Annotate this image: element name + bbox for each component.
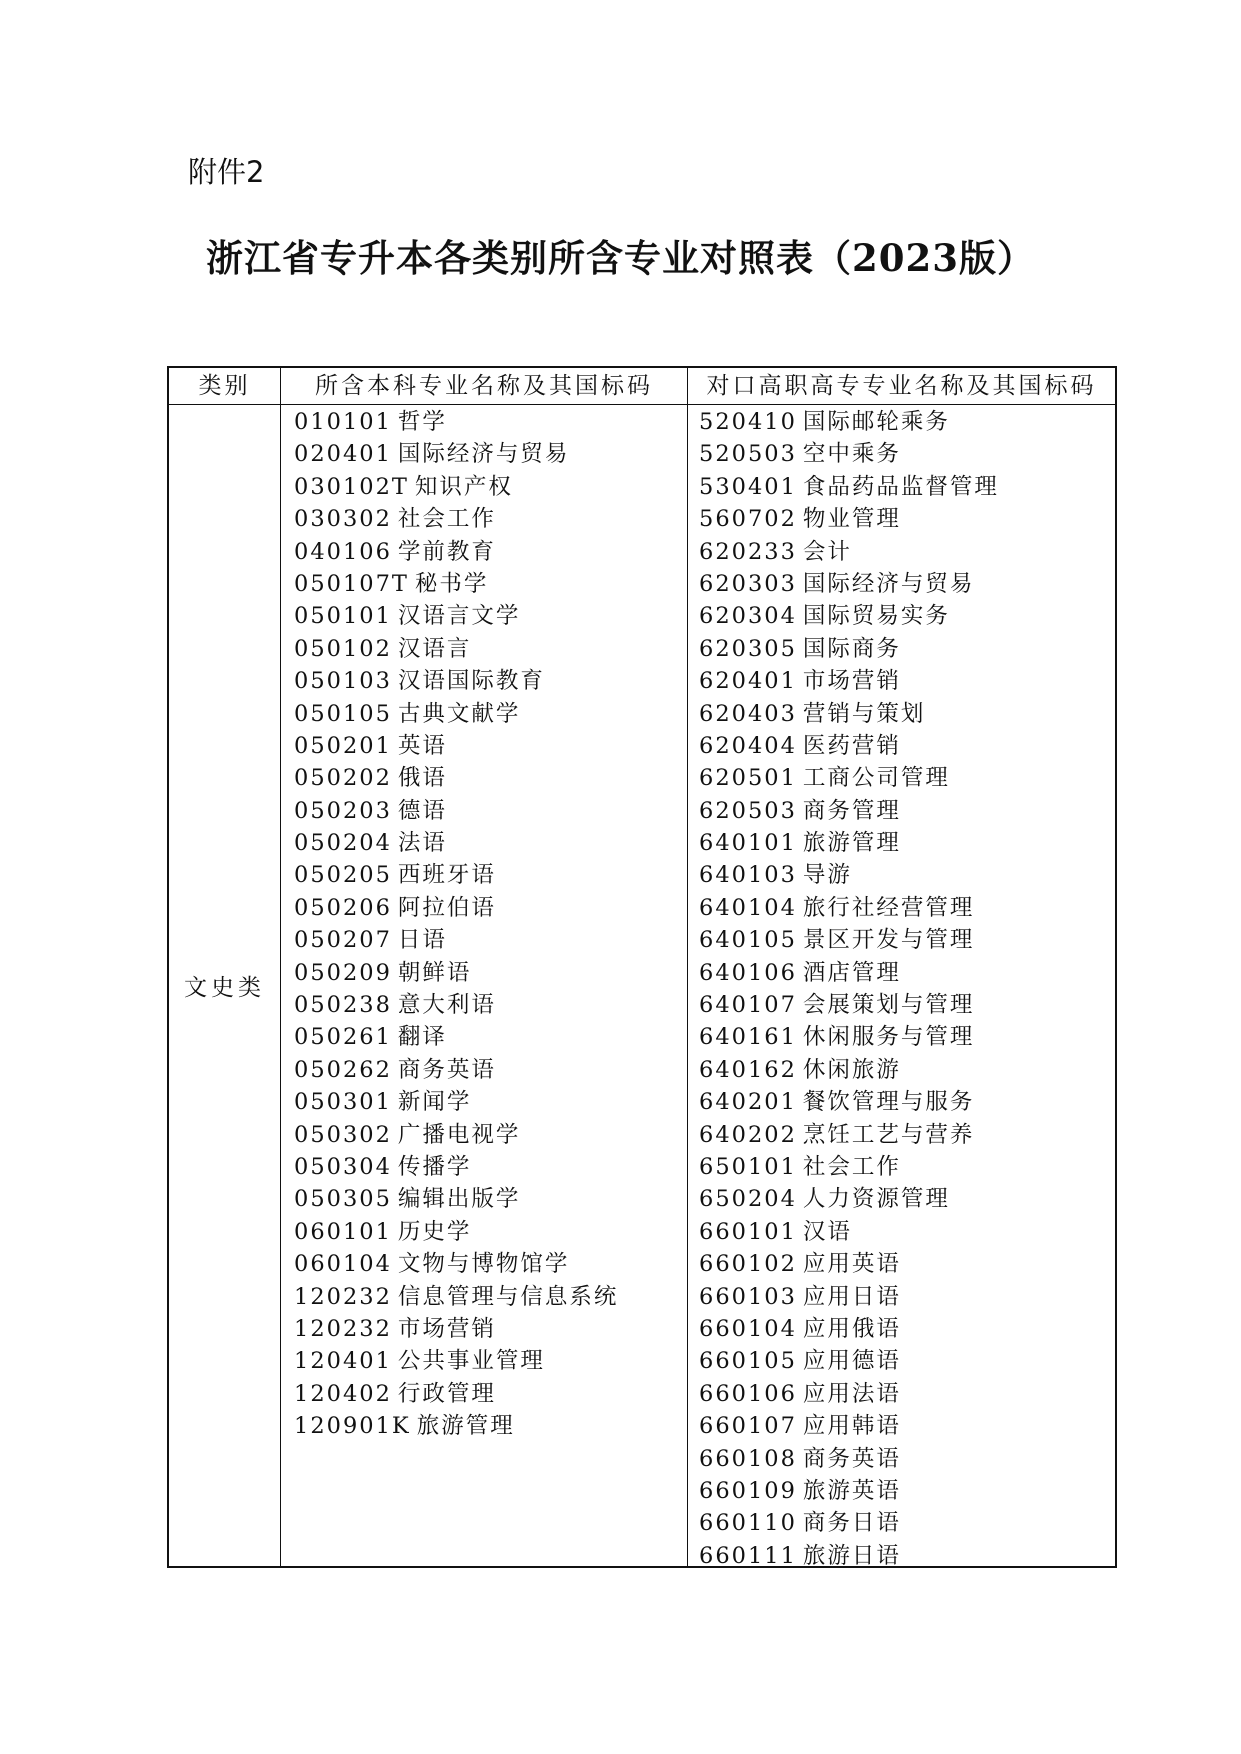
undergrad-major-item bbox=[294, 1248, 618, 1280]
vocational-major-item bbox=[699, 1345, 999, 1377]
major-name: 汉语言 bbox=[397, 635, 472, 662]
category-cell: 文史类 bbox=[184, 974, 265, 1001]
major-name: 英语 bbox=[397, 732, 447, 759]
major-name: 新闻学 bbox=[397, 1089, 472, 1116]
header-category: 类别 bbox=[198, 373, 251, 399]
major-code: 050209 bbox=[294, 959, 392, 986]
major-code: 120232 bbox=[294, 1283, 392, 1310]
major-name: 社会工作 bbox=[802, 1153, 901, 1180]
major-name: 市场营销 bbox=[397, 1315, 496, 1342]
major-name: 应用俄语 bbox=[802, 1315, 901, 1342]
major-code: 050102 bbox=[294, 635, 392, 662]
undergrad-major-item bbox=[294, 1313, 618, 1345]
major-name: 社会工作 bbox=[397, 506, 496, 533]
vocational-major-item bbox=[699, 892, 999, 924]
vocational-major-item bbox=[699, 1281, 999, 1313]
vocational-major-item bbox=[699, 1378, 999, 1410]
vocational-major-item bbox=[699, 1540, 999, 1572]
undergrad-major-item bbox=[294, 1345, 618, 1377]
major-name: 朝鲜语 bbox=[397, 959, 472, 986]
undergrad-major-item bbox=[294, 1054, 618, 1086]
undergrad-major-item bbox=[294, 730, 618, 762]
major-name: 汉语国际教育 bbox=[397, 668, 545, 695]
major-code: 050201 bbox=[294, 732, 392, 759]
undergrad-major-item bbox=[294, 665, 618, 697]
undergrad-major-item bbox=[294, 568, 618, 600]
major-name: 应用韩语 bbox=[802, 1413, 901, 1440]
major-name: 汉语 bbox=[802, 1218, 852, 1245]
undergrad-major-item bbox=[294, 1183, 618, 1215]
major-name: 旅游管理 bbox=[416, 1413, 515, 1440]
major-code: 660109 bbox=[699, 1477, 797, 1504]
major-code: 520503 bbox=[699, 441, 797, 468]
major-name: 历史学 bbox=[397, 1218, 472, 1245]
major-name: 人力资源管理 bbox=[802, 1186, 950, 1213]
undergrad-major-item bbox=[294, 1151, 618, 1183]
major-code: 050305 bbox=[294, 1186, 392, 1213]
major-name: 法语 bbox=[397, 830, 447, 857]
undergrad-major-item bbox=[294, 859, 618, 891]
major-code: 620501 bbox=[699, 765, 797, 792]
major-code: 050301 bbox=[294, 1089, 392, 1116]
major-code: 660101 bbox=[699, 1218, 797, 1245]
major-name: 国际邮轮乘务 bbox=[802, 409, 950, 435]
major-name: 旅行社经营管理 bbox=[802, 894, 975, 921]
major-code: 660105 bbox=[699, 1348, 797, 1375]
major-code: 640104 bbox=[699, 894, 797, 921]
undergrad-major-item bbox=[294, 406, 618, 438]
major-code: 640106 bbox=[699, 959, 797, 986]
major-code: 620304 bbox=[699, 603, 797, 630]
header-undergrad: 所含本科专业名称及其国标码 bbox=[315, 373, 653, 399]
major-code: 640202 bbox=[699, 1121, 797, 1148]
major-code: 050238 bbox=[294, 992, 392, 1019]
major-name: 酒店管理 bbox=[802, 959, 901, 986]
undergrad-major-item bbox=[294, 827, 618, 859]
major-code: 120901K bbox=[294, 1413, 411, 1440]
major-code: 650101 bbox=[699, 1153, 797, 1180]
major-code: 050107T bbox=[294, 570, 409, 597]
vocational-major-item bbox=[699, 1086, 999, 1118]
major-name: 知识产权 bbox=[414, 473, 513, 500]
undergrad-major-item bbox=[294, 1281, 618, 1313]
major-code: 620303 bbox=[699, 570, 797, 597]
major-name: 营销与策划 bbox=[802, 700, 926, 727]
column-divider bbox=[687, 368, 688, 1566]
vocational-major-item bbox=[699, 600, 999, 632]
major-code: 620305 bbox=[699, 635, 797, 662]
major-code: 520410 bbox=[699, 409, 797, 435]
major-name: 公共事业管理 bbox=[397, 1348, 545, 1375]
vocational-major-item bbox=[699, 1119, 999, 1151]
vocational-major-item bbox=[699, 989, 999, 1021]
major-name: 传播学 bbox=[397, 1153, 472, 1180]
major-name: 空中乘务 bbox=[802, 441, 901, 468]
major-code: 620401 bbox=[699, 668, 797, 695]
undergrad-major-item bbox=[294, 892, 618, 924]
undergrad-major-item bbox=[294, 1410, 618, 1442]
major-name: 国际贸易实务 bbox=[802, 603, 950, 630]
undergrad-major-item bbox=[294, 924, 618, 956]
major-name: 古典文献学 bbox=[397, 700, 521, 727]
undergrad-major-item bbox=[294, 438, 618, 470]
major-name: 学前教育 bbox=[397, 538, 496, 565]
major-name: 秘书学 bbox=[414, 570, 489, 597]
major-name: 应用法语 bbox=[802, 1380, 901, 1407]
major-code: 640161 bbox=[699, 1024, 797, 1051]
major-code: 650204 bbox=[699, 1186, 797, 1213]
major-name: 市场营销 bbox=[802, 668, 901, 695]
major-name: 应用日语 bbox=[802, 1283, 901, 1310]
major-name: 西班牙语 bbox=[397, 862, 496, 889]
undergrad-major-item bbox=[294, 471, 618, 503]
major-name: 文物与博物馆学 bbox=[397, 1251, 570, 1278]
major-name: 国际经济与贸易 bbox=[397, 441, 570, 468]
major-name: 汉语言文学 bbox=[397, 603, 521, 630]
vocational-major-item bbox=[699, 1443, 999, 1475]
vocational-major-item bbox=[699, 1475, 999, 1507]
vocational-major-item bbox=[699, 633, 999, 665]
major-code: 120402 bbox=[294, 1380, 392, 1407]
major-code: 560702 bbox=[699, 506, 797, 533]
major-code: 050204 bbox=[294, 830, 392, 857]
major-name: 德语 bbox=[397, 797, 447, 824]
major-code: 030302 bbox=[294, 506, 392, 533]
vocational-major-item bbox=[699, 568, 999, 600]
major-code: 050304 bbox=[294, 1153, 392, 1180]
header-divider bbox=[169, 404, 1115, 405]
major-code: 050205 bbox=[294, 862, 392, 889]
major-name: 翻译 bbox=[397, 1024, 447, 1051]
undergrad-major-item bbox=[294, 1119, 618, 1151]
major-code: 660102 bbox=[699, 1251, 797, 1278]
vocational-major-item bbox=[699, 1183, 999, 1215]
major-code: 640107 bbox=[699, 992, 797, 1019]
major-name: 旅游英语 bbox=[802, 1477, 901, 1504]
major-name: 商务日语 bbox=[802, 1510, 901, 1537]
vocational-major-item bbox=[699, 795, 999, 827]
major-name: 休闲旅游 bbox=[802, 1056, 901, 1083]
vocational-major-item bbox=[699, 762, 999, 794]
major-code: 060104 bbox=[294, 1251, 392, 1278]
major-name: 信息管理与信息系统 bbox=[397, 1283, 619, 1310]
major-code: 660110 bbox=[699, 1510, 797, 1537]
undergrad-major-item bbox=[294, 795, 618, 827]
major-code: 050103 bbox=[294, 668, 392, 695]
major-name: 日语 bbox=[397, 927, 447, 954]
major-code: 050207 bbox=[294, 927, 392, 954]
undergrad-major-item bbox=[294, 698, 618, 730]
undergrad-major-item bbox=[294, 762, 618, 794]
vocational-major-item bbox=[699, 1313, 999, 1345]
undergrad-major-list bbox=[294, 406, 618, 1443]
major-code: 530401 bbox=[699, 473, 797, 500]
major-code: 050202 bbox=[294, 765, 392, 792]
undergrad-major-item bbox=[294, 503, 618, 535]
major-name: 国际商务 bbox=[802, 635, 901, 662]
major-code: 050203 bbox=[294, 797, 392, 824]
vocational-major-item bbox=[699, 698, 999, 730]
major-name: 行政管理 bbox=[397, 1380, 496, 1407]
vocational-major-item bbox=[699, 1151, 999, 1183]
vocational-major-item bbox=[699, 438, 999, 470]
major-name: 食品药品监督管理 bbox=[802, 473, 999, 500]
major-name: 旅游管理 bbox=[802, 830, 901, 857]
header-vocational: 对口高职高专专业名称及其国标码 bbox=[706, 373, 1097, 399]
attachment-label: 附件2 bbox=[188, 155, 265, 189]
major-name: 俄语 bbox=[397, 765, 447, 792]
major-code: 050262 bbox=[294, 1056, 392, 1083]
vocational-major-list bbox=[699, 406, 999, 1572]
vocational-major-item bbox=[699, 924, 999, 956]
major-name: 国际经济与贸易 bbox=[802, 570, 975, 597]
vocational-major-item bbox=[699, 1410, 999, 1442]
vocational-major-item bbox=[699, 471, 999, 503]
vocational-major-item bbox=[699, 406, 999, 438]
major-name: 休闲服务与管理 bbox=[802, 1024, 975, 1051]
major-name: 阿拉伯语 bbox=[397, 894, 496, 921]
major-code: 020401 bbox=[294, 441, 392, 468]
major-name: 景区开发与管理 bbox=[802, 927, 975, 954]
major-name: 会展策划与管理 bbox=[802, 992, 975, 1019]
undergrad-major-item bbox=[294, 536, 618, 568]
major-name: 意大利语 bbox=[397, 992, 496, 1019]
major-code: 640103 bbox=[699, 862, 797, 889]
major-code: 120401 bbox=[294, 1348, 392, 1375]
major-code: 060101 bbox=[294, 1218, 392, 1245]
major-name: 工商公司管理 bbox=[802, 765, 950, 792]
major-code: 640201 bbox=[699, 1089, 797, 1116]
vocational-major-item bbox=[699, 536, 999, 568]
major-name: 烹饪工艺与营养 bbox=[802, 1121, 975, 1148]
major-code: 050101 bbox=[294, 603, 392, 630]
undergrad-major-item bbox=[294, 1086, 618, 1118]
vocational-major-item bbox=[699, 957, 999, 989]
undergrad-major-item bbox=[294, 633, 618, 665]
major-name: 广播电视学 bbox=[397, 1121, 521, 1148]
major-code: 660103 bbox=[699, 1283, 797, 1310]
major-name: 餐饮管理与服务 bbox=[802, 1089, 975, 1116]
major-name: 商务英语 bbox=[802, 1445, 901, 1472]
major-code: 640101 bbox=[699, 830, 797, 857]
major-name: 商务英语 bbox=[397, 1056, 496, 1083]
vocational-major-item bbox=[699, 1248, 999, 1280]
major-code: 050105 bbox=[294, 700, 392, 727]
majors-table bbox=[167, 366, 1117, 1568]
major-name: 物业管理 bbox=[802, 506, 901, 533]
major-code: 010101 bbox=[294, 409, 392, 435]
major-code: 660106 bbox=[699, 1380, 797, 1407]
major-name: 商务管理 bbox=[802, 797, 901, 824]
vocational-major-item bbox=[699, 730, 999, 762]
major-code: 640162 bbox=[699, 1056, 797, 1083]
undergrad-major-item bbox=[294, 600, 618, 632]
column-divider bbox=[280, 368, 281, 1566]
document-title: 浙江省专升本各类别所含专业对照表（2023版） bbox=[206, 236, 1035, 280]
major-name: 导游 bbox=[802, 862, 852, 889]
major-name: 旅游日语 bbox=[802, 1542, 901, 1569]
major-code: 620403 bbox=[699, 700, 797, 727]
major-code: 660104 bbox=[699, 1315, 797, 1342]
vocational-major-item bbox=[699, 665, 999, 697]
major-code: 660107 bbox=[699, 1413, 797, 1440]
vocational-major-item bbox=[699, 1216, 999, 1248]
major-code: 050302 bbox=[294, 1121, 392, 1148]
major-name: 哲学 bbox=[397, 409, 447, 435]
major-code: 660111 bbox=[699, 1542, 797, 1569]
undergrad-major-item bbox=[294, 1021, 618, 1053]
vocational-major-item bbox=[699, 859, 999, 891]
major-name: 医药营销 bbox=[802, 732, 901, 759]
major-code: 620404 bbox=[699, 732, 797, 759]
major-code: 620233 bbox=[699, 538, 797, 565]
major-name: 编辑出版学 bbox=[397, 1186, 521, 1213]
vocational-major-item bbox=[699, 1021, 999, 1053]
major-code: 040106 bbox=[294, 538, 392, 565]
vocational-major-item bbox=[699, 1507, 999, 1539]
undergrad-major-item bbox=[294, 957, 618, 989]
vocational-major-item bbox=[699, 827, 999, 859]
major-name: 应用德语 bbox=[802, 1348, 901, 1375]
major-code: 050261 bbox=[294, 1024, 392, 1051]
major-code: 620503 bbox=[699, 797, 797, 824]
major-code: 050206 bbox=[294, 894, 392, 921]
undergrad-major-item bbox=[294, 989, 618, 1021]
major-code: 030102T bbox=[294, 473, 409, 500]
undergrad-major-item bbox=[294, 1216, 618, 1248]
vocational-major-item bbox=[699, 1054, 999, 1086]
vocational-major-item bbox=[699, 503, 999, 535]
major-code: 640105 bbox=[699, 927, 797, 954]
undergrad-major-item bbox=[294, 1378, 618, 1410]
major-name: 应用英语 bbox=[802, 1251, 901, 1278]
major-code: 120232 bbox=[294, 1315, 392, 1342]
major-name: 会计 bbox=[802, 538, 852, 565]
major-code: 660108 bbox=[699, 1445, 797, 1472]
